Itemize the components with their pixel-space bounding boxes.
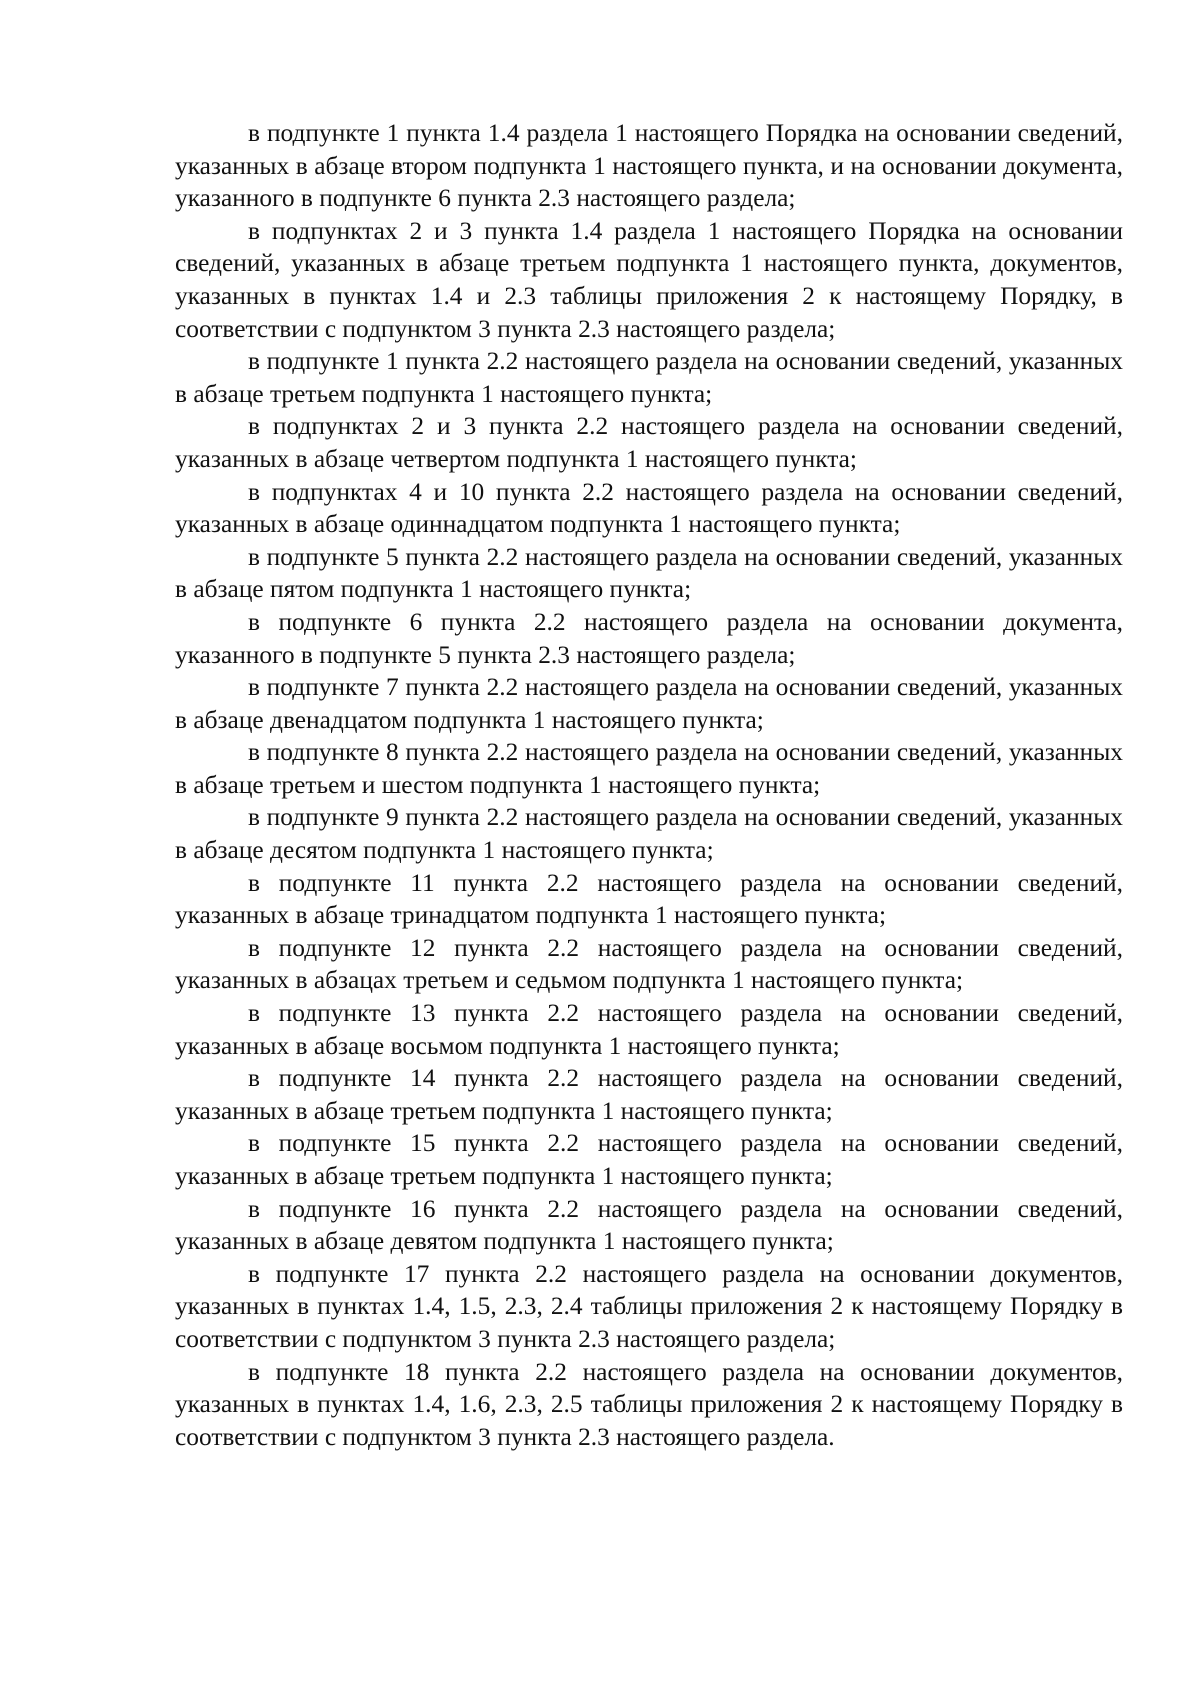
document-body: [175, 117, 1123, 1453]
paragraph-8: в подпункте 7 пункта 2.2 настоящего раздела на основании сведений, указанных в абзаце двенадцатом подпункта 1 настоящего пункта;: [175, 673, 1123, 734]
paragraph-1: в подпункте 1 пункта 1.4 раздела 1 настоящего Порядка на основании сведений, указанных в абзаце втором подпункта 1 настоящего пункта, и на основании документа, указанного в подпункте 6 пункта 2.3 настоящего раздела;: [175, 119, 1123, 213]
paragraph-6: в подпункте 5 пункта 2.2 настоящего раздела на основании сведений, указанных в абзаце пятом подпункта 1 настоящего пункта;: [175, 542, 1123, 604]
paragraph-9: в подпункте 8 пункта 2.2 настоящего раздела на основании сведений, указанных в абзаце третьем и шестом подпункта 1 настоящего пункта;: [175, 738, 1123, 799]
paragraph-11: в подпункте 11 пункта 2.2 настоящего раздела на основании сведений, указанных в абзаце тринадцатом подпункта 1 настоящего пункта;: [175, 868, 1123, 930]
paragraph-13: в подпункте 13 пункта 2.2 настоящего раздела на основании сведений, указанных в абзаце восьмом подпункта 1 настоящего пункта;: [175, 999, 1123, 1060]
paragraph-15: в подпункте 15 пункта 2.2 настоящего раздела на основании сведений, указанных в абзаце третьем подпункта 1 настоящего пункта;: [175, 1129, 1123, 1190]
paragraph-10: в подпункте 9 пункта 2.2 настоящего раздела на основании сведений, указанных в абзаце десятом подпункта 1 настоящего пункта;: [175, 803, 1123, 865]
paragraph-17: в подпункте 17 пункта 2.2 настоящего раздела на основании документов, указанных в пунктах 1.4, 1.5, 2.3, 2.4 таблицы приложения 2 к настоящему Порядку в соответствии с подпунктом 3 пункта 2.3 настоящего раздела;: [175, 1259, 1123, 1353]
paragraph-7: в подпункте 6 пункта 2.2 настоящего раздела на основании документа, указанного в подпункте 5 пункта 2.3 настоящего раздела;: [175, 607, 1123, 669]
paragraph-18: в подпункте 18 пункта 2.2 настоящего раздела на основании документов, указанных в пунктах 1.4, 1.6, 2.3, 2.5 таблицы приложения 2 к настоящему Порядку в соответствии с подпунктом 3 пункта 2.3 настоящего раздела.: [175, 1357, 1123, 1451]
paragraph-5: в подпунктах 4 и 10 пункта 2.2 настоящего раздела на основании сведений, указанных в абзаце одиннадцатом подпункта 1 настоящего пункта;: [175, 477, 1123, 539]
paragraph-4: в подпунктах 2 и 3 пункта 2.2 настоящего раздела на основании сведений, указанных в абзаце четвертом подпункта 1 настоящего пункта;: [175, 412, 1123, 473]
paragraph-12: в подпункте 12 пункта 2.2 настоящего раздела на основании сведений, указанных в абзацах третьем и седьмом подпункта 1 настоящего пункта;: [175, 933, 1123, 995]
paragraph-3: в подпункте 1 пункта 2.2 настоящего раздела на основании сведений, указанных в абзаце третьем подпункта 1 настоящего пункта;: [175, 347, 1123, 408]
paragraph-16: в подпункте 16 пункта 2.2 настоящего раздела на основании сведений, указанных в абзаце девятом подпункта 1 настоящего пункта;: [175, 1194, 1123, 1256]
paragraph-2: в подпунктах 2 и 3 пункта 1.4 раздела 1 настоящего Порядка на основании сведений, указанных в абзаце третьем подпункта 1 настоящего пункта, документов, указанных в пунктах 1.4 и 2.3 таблицы приложения 2 к настоящему Порядку, в соответствии с подпунктом 3 пункта 2.3 настоящего раздела;: [175, 216, 1123, 343]
paragraph-14: в подпункте 14 пункта 2.2 настоящего раздела на основании сведений, указанных в абзаце третьем подпункта 1 настоящего пункта;: [175, 1064, 1123, 1125]
